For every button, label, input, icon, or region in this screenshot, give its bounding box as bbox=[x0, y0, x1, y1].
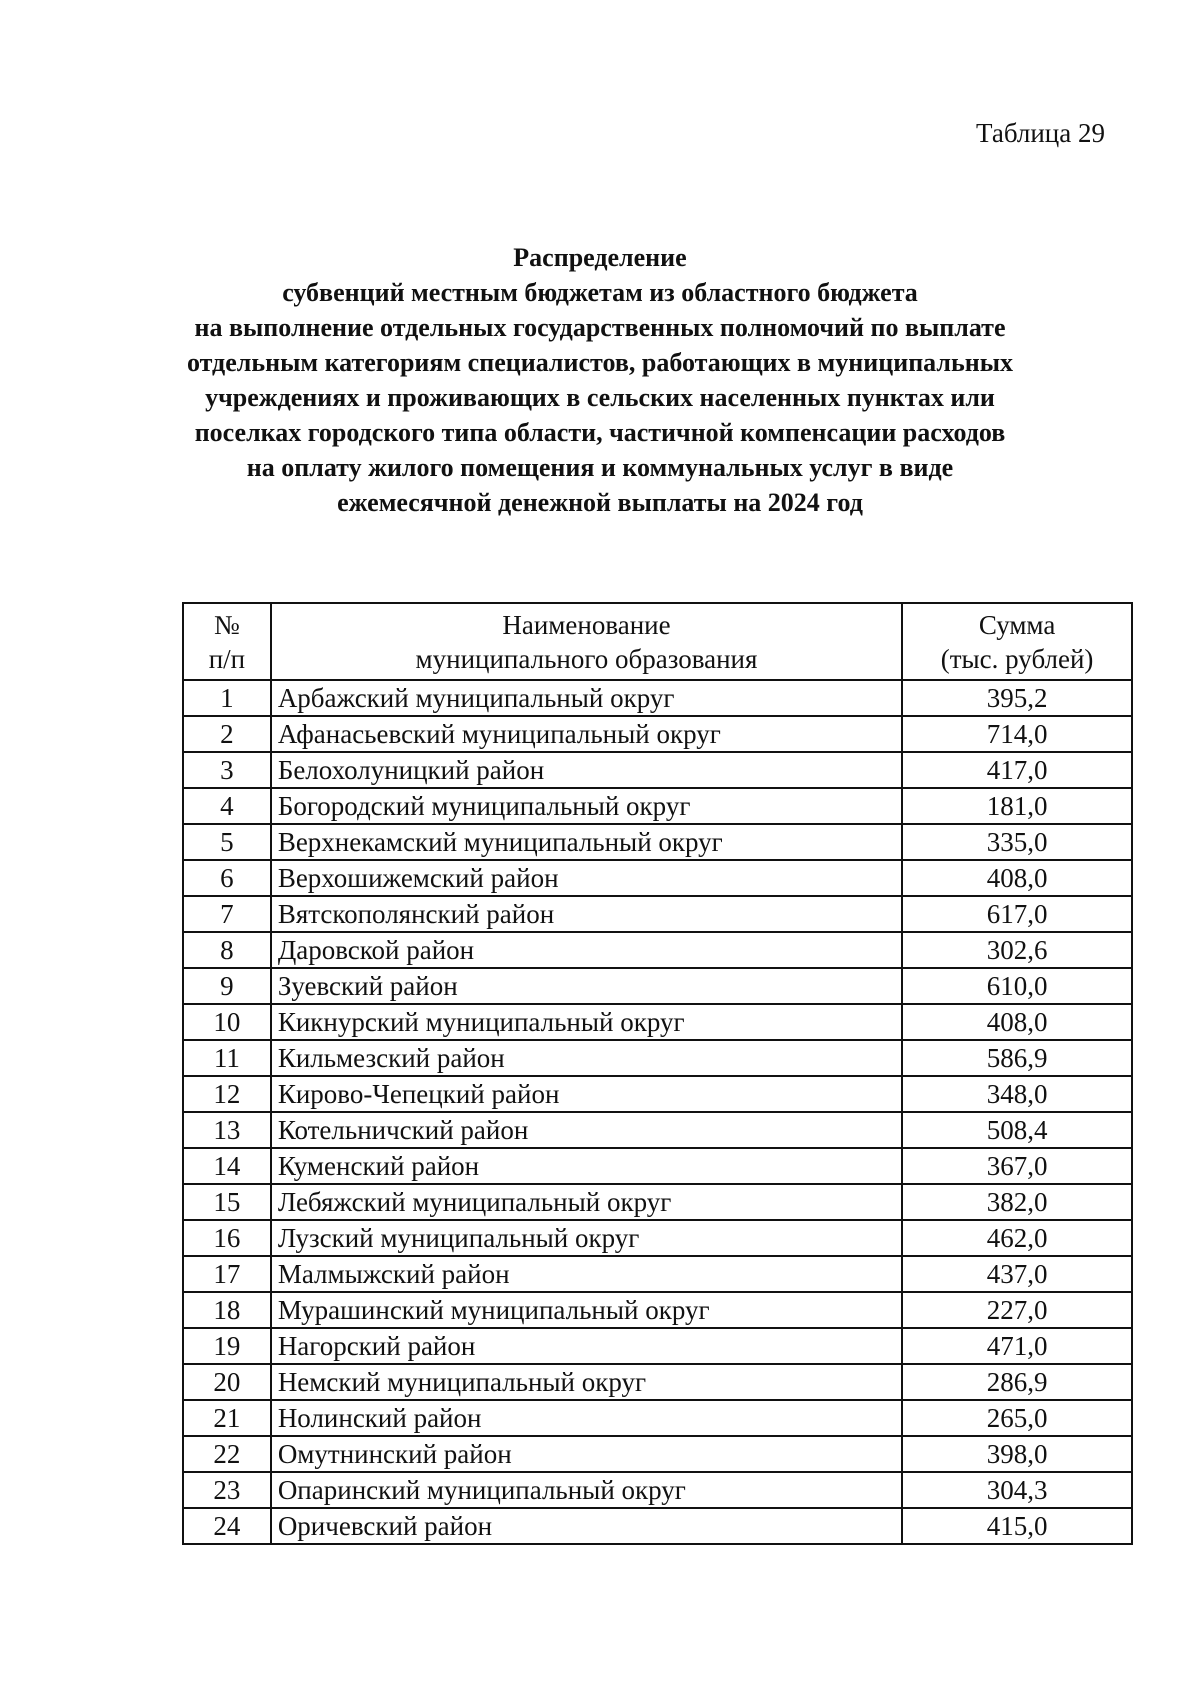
municipality-name-cell: Вятскополянский район bbox=[271, 896, 902, 932]
municipality-name-cell: Лузский муниципальный округ bbox=[271, 1220, 902, 1256]
amount-cell: 508,4 bbox=[902, 1112, 1132, 1148]
table-body bbox=[183, 680, 1132, 1544]
table-row bbox=[183, 932, 1132, 968]
table-row bbox=[183, 1076, 1132, 1112]
row-number-cell: 18 bbox=[183, 1292, 271, 1328]
amount-cell: 348,0 bbox=[902, 1076, 1132, 1112]
table-header-row bbox=[183, 603, 1132, 680]
row-number-cell: 22 bbox=[183, 1436, 271, 1472]
amount-cell: 714,0 bbox=[902, 716, 1132, 752]
row-number-cell: 10 bbox=[183, 1004, 271, 1040]
amount-cell: 471,0 bbox=[902, 1328, 1132, 1364]
row-number-cell: 19 bbox=[183, 1328, 271, 1364]
header-number bbox=[183, 603, 271, 680]
amount-cell: 302,6 bbox=[902, 932, 1132, 968]
municipality-name-cell: Опаринский муниципальный округ bbox=[271, 1472, 902, 1508]
table-row bbox=[183, 1508, 1132, 1544]
header-name bbox=[271, 603, 902, 680]
amount-cell: 286,9 bbox=[902, 1364, 1132, 1400]
municipality-name-cell: Верхнекамский муниципальный округ bbox=[271, 824, 902, 860]
municipality-name-cell: Арбажский муниципальный округ bbox=[271, 680, 902, 716]
amount-cell: 610,0 bbox=[902, 968, 1132, 1004]
municipality-name-cell: Кирово-Чепецкий район bbox=[271, 1076, 902, 1112]
amount-cell: 415,0 bbox=[902, 1508, 1132, 1544]
row-number-cell: 17 bbox=[183, 1256, 271, 1292]
amount-cell: 417,0 bbox=[902, 752, 1132, 788]
table-row bbox=[183, 1472, 1132, 1508]
row-number-cell: 4 bbox=[183, 788, 271, 824]
table-row bbox=[183, 968, 1132, 1004]
table-row bbox=[183, 1436, 1132, 1472]
municipality-name-cell: Куменский район bbox=[271, 1148, 902, 1184]
amount-cell: 408,0 bbox=[902, 860, 1132, 896]
amount-cell: 304,3 bbox=[902, 1472, 1132, 1508]
title-line: Распределение bbox=[513, 243, 687, 272]
municipality-name-cell: Зуевский район bbox=[271, 968, 902, 1004]
row-number-cell: 7 bbox=[183, 896, 271, 932]
table-row bbox=[183, 1292, 1132, 1328]
header-sum bbox=[902, 603, 1132, 680]
municipality-name-cell: Богородский муниципальный округ bbox=[271, 788, 902, 824]
row-number-cell: 16 bbox=[183, 1220, 271, 1256]
amount-cell: 408,0 bbox=[902, 1004, 1132, 1040]
table-row bbox=[183, 1220, 1132, 1256]
row-number-cell: 23 bbox=[183, 1472, 271, 1508]
row-number-cell: 13 bbox=[183, 1112, 271, 1148]
amount-cell: 265,0 bbox=[902, 1400, 1132, 1436]
title-line: отдельным категориям специалистов, работающих в муниципальных bbox=[186, 348, 1014, 377]
table-row bbox=[183, 1256, 1132, 1292]
row-number-cell: 12 bbox=[183, 1076, 271, 1112]
amount-cell: 227,0 bbox=[902, 1292, 1132, 1328]
table-row bbox=[183, 1148, 1132, 1184]
amount-cell: 367,0 bbox=[902, 1148, 1132, 1184]
row-number-cell: 20 bbox=[183, 1364, 271, 1400]
header-name-line: муниципального образования bbox=[415, 643, 758, 674]
amount-cell: 181,0 bbox=[902, 788, 1132, 824]
row-number-cell: 21 bbox=[183, 1400, 271, 1436]
table-row bbox=[183, 1040, 1132, 1076]
row-number-cell: 24 bbox=[183, 1508, 271, 1544]
row-number-cell: 15 bbox=[183, 1184, 271, 1220]
table-row bbox=[183, 1400, 1132, 1436]
row-number-cell: 11 bbox=[183, 1040, 271, 1076]
table-row bbox=[183, 896, 1132, 932]
row-number-cell: 6 bbox=[183, 860, 271, 896]
table-row bbox=[183, 1112, 1132, 1148]
table-row bbox=[183, 1364, 1132, 1400]
municipality-name-cell: Оричевский район bbox=[271, 1508, 902, 1544]
table-row bbox=[183, 680, 1132, 716]
title-line: на оплату жилого помещения и коммунальных услуг в виде bbox=[246, 453, 954, 482]
municipality-name-cell: Даровской район bbox=[271, 932, 902, 968]
table-number-label: Таблица 29 bbox=[976, 118, 1105, 148]
header-number-line: № bbox=[214, 609, 240, 640]
amount-cell: 617,0 bbox=[902, 896, 1132, 932]
title-line: поселках городского типа области, частичной компенсации расходов bbox=[194, 418, 1006, 447]
municipality-name-cell: Нагорский район bbox=[271, 1328, 902, 1364]
row-number-cell: 1 bbox=[183, 680, 271, 716]
header-number-line: п/п bbox=[208, 643, 246, 674]
municipality-name-cell: Лебяжский муниципальный округ bbox=[271, 1184, 902, 1220]
row-number-cell: 5 bbox=[183, 824, 271, 860]
title-line: на выполнение отдельных государственных полномочий по выплате bbox=[194, 313, 1006, 342]
municipality-name-cell: Котельничский район bbox=[271, 1112, 902, 1148]
row-number-cell: 14 bbox=[183, 1148, 271, 1184]
municipality-name-cell: Нолинский район bbox=[271, 1400, 902, 1436]
header-sum-line: (тыс. рублей) bbox=[940, 643, 1094, 674]
amount-cell: 398,0 bbox=[902, 1436, 1132, 1472]
municipality-name-cell: Верхошижемский район bbox=[271, 860, 902, 896]
municipality-name-cell: Мурашинский муниципальный округ bbox=[271, 1292, 902, 1328]
municipality-name-cell: Немский муниципальный округ bbox=[271, 1364, 902, 1400]
row-number-cell: 8 bbox=[183, 932, 271, 968]
table-row bbox=[183, 860, 1132, 896]
table-row bbox=[183, 788, 1132, 824]
table-row bbox=[183, 824, 1132, 860]
municipality-name-cell: Белохолуницкий район bbox=[271, 752, 902, 788]
amount-cell: 382,0 bbox=[902, 1184, 1132, 1220]
table-row bbox=[183, 1328, 1132, 1364]
amount-cell: 462,0 bbox=[902, 1220, 1132, 1256]
municipality-name-cell: Малмыжский район bbox=[271, 1256, 902, 1292]
municipality-name-cell: Афанасьевский муниципальный округ bbox=[271, 716, 902, 752]
title-line: учреждениях и проживающих в сельских населенных пунктах или bbox=[205, 383, 995, 412]
row-number-cell: 3 bbox=[183, 752, 271, 788]
document-title bbox=[150, 240, 1050, 520]
header-sum-line: Сумма bbox=[978, 609, 1056, 640]
amount-cell: 437,0 bbox=[902, 1256, 1132, 1292]
municipality-name-cell: Кильмезский район bbox=[271, 1040, 902, 1076]
row-number-cell: 9 bbox=[183, 968, 271, 1004]
amount-cell: 586,9 bbox=[902, 1040, 1132, 1076]
amount-cell: 395,2 bbox=[902, 680, 1132, 716]
amount-cell: 335,0 bbox=[902, 824, 1132, 860]
table-row bbox=[183, 752, 1132, 788]
header-name-line: Наименование bbox=[502, 609, 671, 640]
table-row bbox=[183, 1184, 1132, 1220]
municipality-name-cell: Омутнинский район bbox=[271, 1436, 902, 1472]
municipality-name-cell: Кикнурский муниципальный округ bbox=[271, 1004, 902, 1040]
row-number-cell: 2 bbox=[183, 716, 271, 752]
table-row bbox=[183, 1004, 1132, 1040]
distribution-table bbox=[182, 602, 1133, 1545]
title-line: субвенций местным бюджетам из областного бюджета bbox=[282, 278, 918, 307]
table-row bbox=[183, 716, 1132, 752]
title-line: ежемесячной денежной выплаты на 2024 год bbox=[337, 488, 863, 517]
